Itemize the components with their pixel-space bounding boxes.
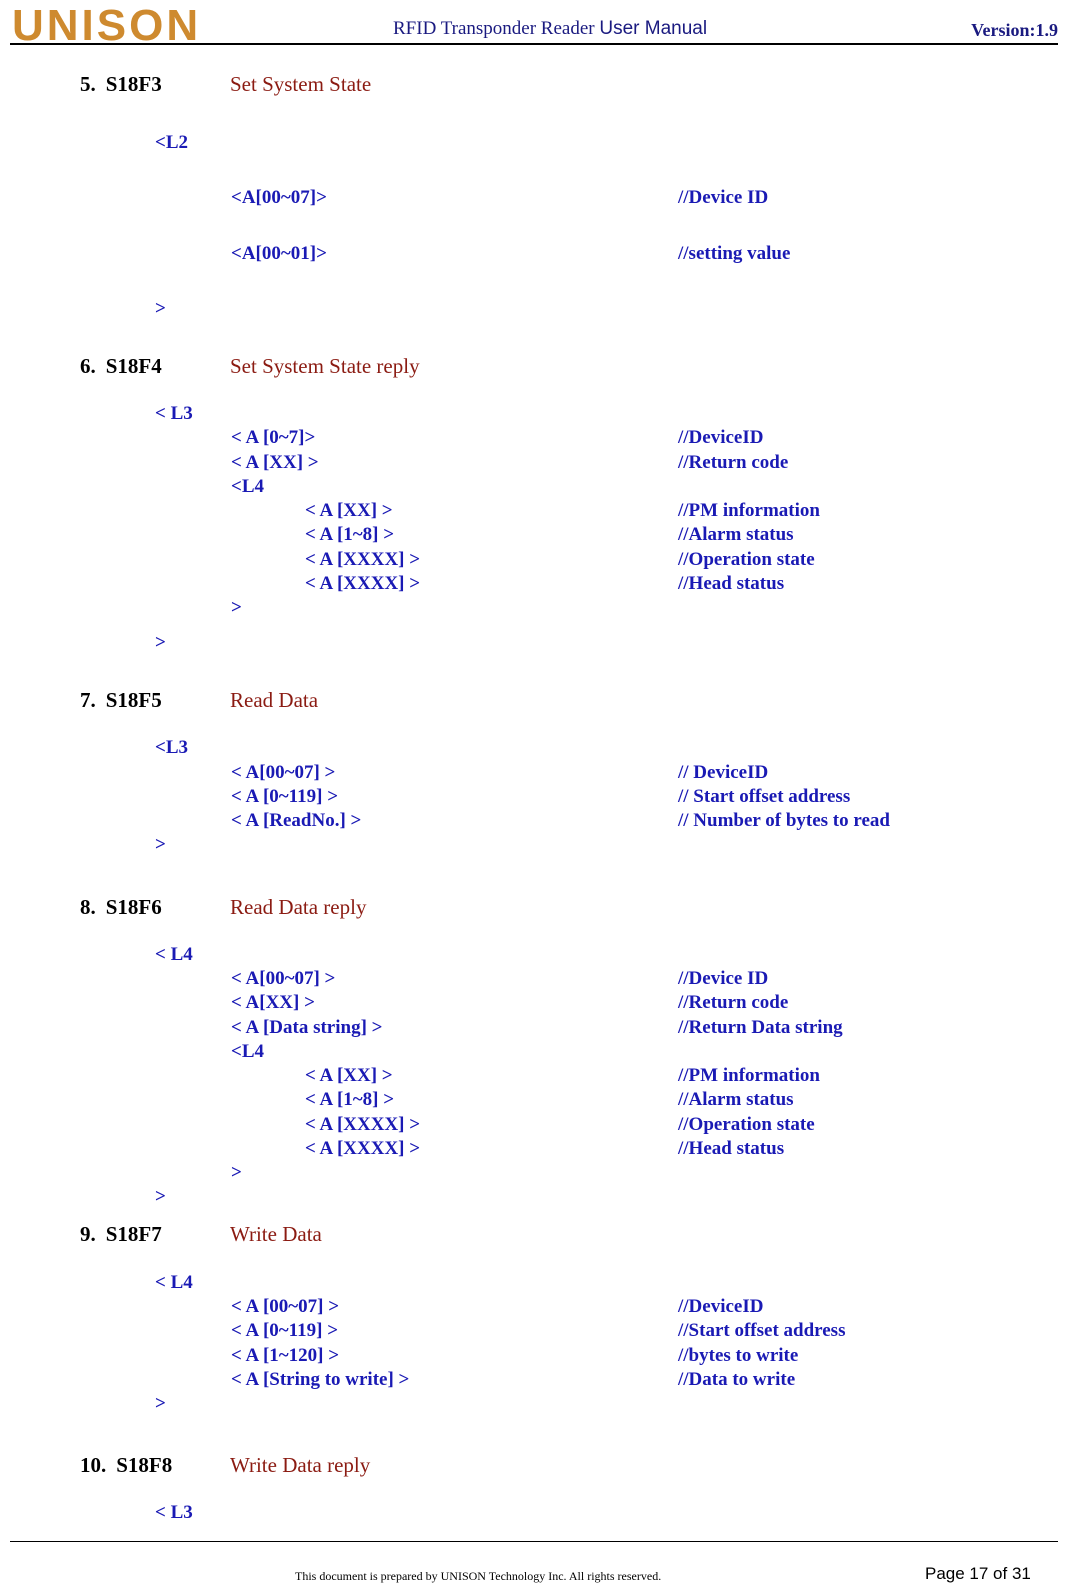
list-open: < L4 [155,944,193,965]
section-title: Write Data [230,1222,322,1246]
sublist-close: > [231,1162,242,1183]
list-close: > [155,1186,166,1207]
unison-logo: UNISON [12,1,202,50]
section-heading [80,1222,322,1247]
item-comment: // DeviceID [678,762,769,783]
item-arg: <A[00~07]> [231,187,327,208]
list-open: < L4 [155,1272,193,1293]
item-arg: < A [XXXX] > [305,549,421,570]
item-comment: // Number of bytes to read [678,810,890,831]
list-open: <L2 [155,132,188,153]
item-comment: //setting value [678,243,791,264]
item-arg: < A[XX] > [231,992,315,1013]
list-close: > [155,632,166,653]
section-title: Write Data reply [230,1453,371,1477]
item-comment: //DeviceID [678,1296,764,1317]
section-number: 7. [80,688,96,712]
section-number: 8. [80,895,96,919]
section-title: Read Data [230,688,319,712]
item-comment: //Device ID [678,187,769,208]
list-close: > [155,298,166,319]
item-comment: //PM information [678,500,820,521]
section-number: 9. [80,1222,96,1246]
item-arg: < A [XX] > [231,452,319,473]
section-heading [80,688,319,713]
item-arg: < A [XX] > [305,1065,393,1086]
section-code: S18F6 [105,895,162,919]
section-title: Set System State reply [230,354,420,378]
section-title: Read Data reply [230,895,367,919]
manual-title [393,18,707,40]
item-comment: //Start offset address [678,1320,846,1341]
item-comment: //Alarm status [678,1089,794,1110]
item-comment: //Head status [678,1138,785,1159]
section-code: S18F5 [105,688,162,712]
section-code: S18F3 [105,72,162,96]
item-arg: < A [String to write] > [231,1369,410,1390]
version-label: Version:1.9 [971,20,1058,40]
item-arg: < A [0~119] > [231,786,339,807]
item-comment: //Device ID [678,968,769,989]
manual-title-serif: RFID Transponder Reader [393,18,595,39]
item-arg: < A [XXXX] > [305,1138,421,1159]
item-comment: //Head status [678,573,785,594]
section-title: Set System State [230,72,372,96]
section-heading [80,354,420,379]
item-arg: <A[00~01]> [231,243,327,264]
item-arg: < A [XXXX] > [305,1114,421,1135]
section-heading [80,1453,371,1478]
item-arg: < A [00~07] > [231,1296,340,1317]
item-comment: //Operation state [678,549,815,570]
section-heading [80,72,372,97]
list-open: <L3 [155,737,188,758]
item-arg: < A [XX] > [305,500,393,521]
copyright-notice: This document is prepared by UNISON Technology Inc. All rights reserved. [295,1569,662,1583]
item-comment: //Return Data string [678,1017,843,1038]
item-arg: < A [Data string] > [231,1017,383,1038]
item-arg: < A[00~07] > [231,968,336,989]
item-comment: //Alarm status [678,524,794,545]
item-arg: < A [ReadNo.] > [231,810,362,831]
page-number: Page 17 of 31 [925,1564,1031,1583]
item-arg: < A [1~120] > [231,1345,340,1366]
sublist-open: <L4 [231,1041,264,1062]
manual-title-sans: User Manual [599,18,708,39]
section-heading [80,895,367,920]
item-comment: //DeviceID [678,427,764,448]
section-number: 5. [80,72,96,96]
list-close: > [155,1393,166,1414]
item-comment: //Return code [678,992,789,1013]
header-divider [10,43,1058,45]
section-number: 6. [80,354,96,378]
item-comment: //Data to write [678,1369,796,1390]
item-arg: < A [XXXX] > [305,573,421,594]
item-arg: < A [0~119] > [231,1320,339,1341]
item-arg: < A [1~8] > [305,524,395,545]
sublist-close: > [231,597,242,618]
list-open: < L3 [155,403,193,424]
sublist-open: <L4 [231,476,264,497]
footer-divider [10,1541,1058,1542]
section-number: 10. [80,1453,107,1477]
section-code: S18F4 [105,354,162,378]
list-open: < L3 [155,1502,193,1523]
section-code: S18F7 [105,1222,162,1246]
item-arg: < A [1~8] > [305,1089,395,1110]
item-comment: // Start offset address [678,786,851,807]
item-arg: < A[00~07] > [231,762,336,783]
item-comment: //PM information [678,1065,820,1086]
list-close: > [155,834,166,855]
item-comment: //bytes to write [678,1345,799,1366]
item-arg: < A [0~7]> [231,427,316,448]
section-code: S18F8 [116,1453,173,1477]
item-comment: //Return code [678,452,789,473]
item-comment: //Operation state [678,1114,815,1135]
